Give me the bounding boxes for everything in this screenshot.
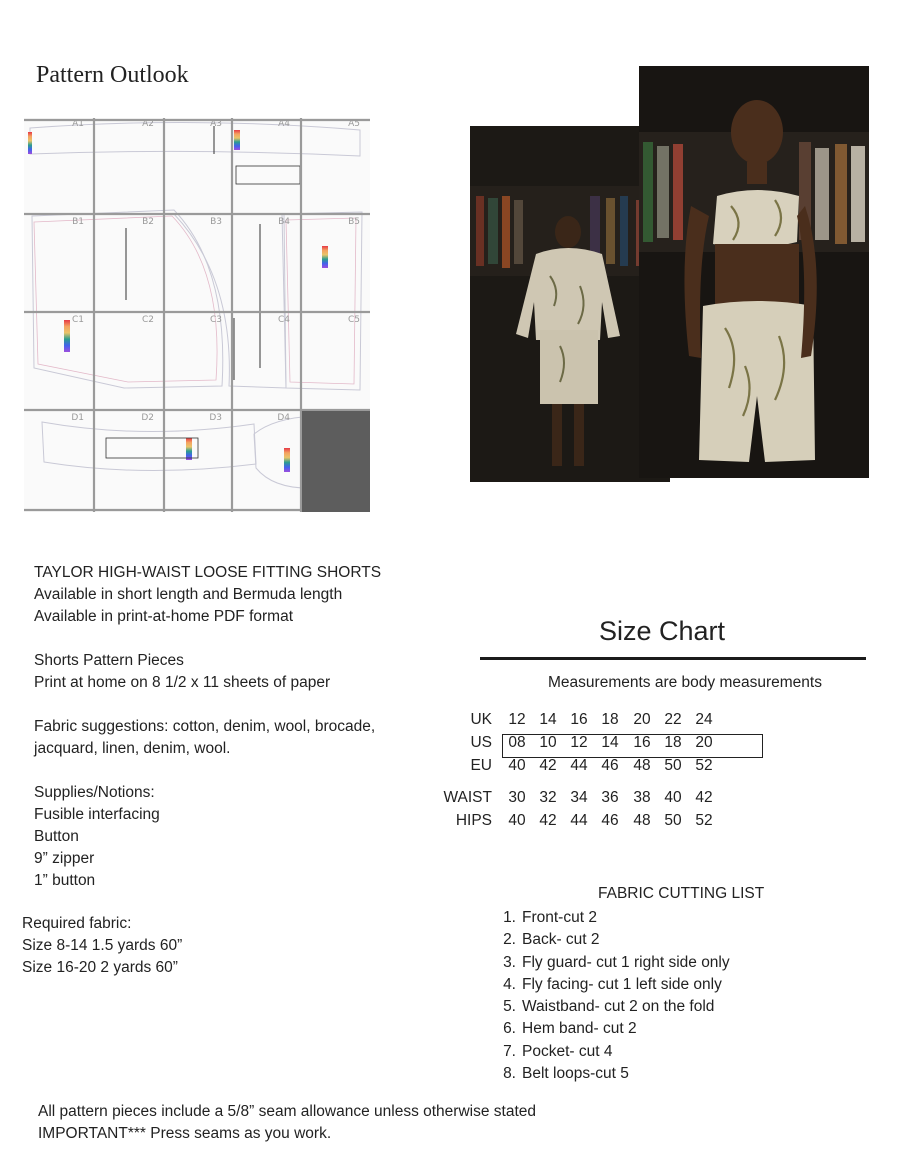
tile-label: A5	[348, 119, 360, 129]
info-line: Print at home on 8 1/2 x 11 sheets of paper	[34, 674, 331, 691]
size-row-waist	[440, 789, 770, 811]
footer-line: All pattern pieces include a 5/8” seam allowance unless otherwise stated	[38, 1103, 536, 1120]
size-value: 20	[695, 734, 713, 751]
info-line: Supplies/Notions:	[34, 784, 155, 801]
tile-label: D4	[277, 413, 290, 423]
size-value: 40	[508, 812, 526, 829]
size-value: 14	[601, 734, 619, 751]
cutting-list-item	[486, 1041, 730, 1063]
tile-label: A2	[142, 119, 154, 129]
size-value: 22	[664, 711, 682, 728]
info-line: jacquard, linen, denim, wool.	[34, 740, 231, 757]
cutting-list-item	[486, 1063, 730, 1085]
info-line: Fabric suggestions: cotton, denim, wool, brocade,	[34, 718, 376, 735]
required-fabric	[22, 913, 182, 979]
fabric-line: Required fabric:	[22, 915, 132, 932]
item-text: Belt loops-cut 5	[522, 1065, 629, 1083]
tile-label: C2	[141, 315, 154, 325]
size-value: 42	[539, 812, 557, 829]
item-number: 2.	[503, 931, 516, 949]
info-line: 9” zipper	[34, 850, 95, 867]
size-value: 16	[570, 711, 588, 728]
fabric-line: Size 8-14 1.5 yards 60”	[22, 937, 183, 954]
size-value: 38	[633, 789, 651, 806]
cutting-list-item	[486, 929, 730, 951]
item-text: Back- cut 2	[522, 931, 600, 949]
size-row-uk	[440, 711, 770, 733]
item-number: 4.	[503, 975, 516, 993]
size-row-label: HIPS	[455, 812, 492, 829]
size-value: 16	[633, 734, 651, 751]
info-line: Fusible interfacing	[34, 806, 160, 823]
model-photo-top	[639, 66, 869, 478]
item-number: 1.	[503, 909, 516, 926]
size-value: 32	[539, 789, 557, 806]
fabric-line: Size 16-20 2 yards 60”	[22, 959, 178, 976]
item-number: 6.	[503, 1020, 516, 1038]
pattern-info	[34, 562, 381, 892]
tile-label: C3	[209, 315, 222, 325]
info-line: TAYLOR HIGH-WAIST LOOSE FITTING SHORTS	[34, 564, 382, 581]
footer-line: IMPORTANT*** Press seams as you work.	[38, 1125, 332, 1142]
front-piece	[32, 210, 223, 388]
size-value: 50	[664, 812, 682, 829]
size-row-eu	[440, 757, 770, 779]
item-number: 8.	[503, 1065, 516, 1083]
size-value: 46	[601, 757, 619, 774]
cutting-list-item	[486, 907, 730, 929]
size-value: 46	[601, 812, 619, 829]
size-value: 42	[695, 789, 713, 806]
size-value: 48	[633, 757, 651, 774]
size-value: 18	[664, 734, 682, 751]
item-text: Front-cut 2	[522, 909, 597, 926]
cutting-list-item	[486, 996, 730, 1018]
size-row-label: UK	[470, 711, 492, 728]
size-row-label: WAIST	[443, 789, 492, 806]
size-row-label: EU	[470, 757, 492, 774]
tile-label: B1	[72, 217, 84, 227]
item-number: 7.	[503, 1042, 516, 1060]
size-value: 18	[601, 711, 619, 728]
page-title: Pattern Outlook	[36, 62, 189, 88]
tile-label: D1	[71, 413, 84, 423]
tile-label: C5	[347, 315, 360, 325]
cutting-list-item	[486, 974, 730, 996]
size-value: 44	[570, 812, 588, 829]
tile-label: A1	[72, 119, 84, 129]
info-line: Available in short length and Bermuda length	[34, 586, 343, 603]
cutting-list	[486, 907, 730, 1085]
size-value: 34	[570, 789, 588, 806]
info-line: Available in print-at-home PDF format	[34, 608, 294, 625]
tile-label: D2	[141, 413, 154, 423]
footer-notes	[38, 1101, 536, 1145]
us-size-highlight-box	[502, 734, 763, 758]
size-value: 52	[695, 757, 713, 774]
item-number: 5.	[503, 998, 516, 1016]
size-value: 30	[508, 789, 526, 806]
cutting-list-item	[486, 952, 730, 974]
size-value: 48	[633, 812, 651, 829]
size-chart-note: Measurements are body measurements	[548, 674, 822, 691]
tile-label: C4	[277, 315, 290, 325]
tile-label: D3	[209, 413, 222, 423]
size-value: 42	[539, 757, 557, 774]
size-chart-title: Size Chart	[598, 616, 726, 646]
tile-label: A3	[210, 119, 222, 129]
item-text: Pocket- cut 4	[522, 1042, 613, 1060]
size-value: 36	[601, 789, 619, 806]
size-value: 50	[664, 757, 682, 774]
item-text: Fly facing- cut 1 left side only	[522, 975, 722, 993]
info-line: Button	[34, 828, 79, 845]
tile-label: B5	[348, 217, 360, 227]
empty-tile	[302, 411, 370, 512]
size-value: 12	[570, 734, 588, 751]
size-value: 24	[695, 711, 713, 728]
tile-label: B2	[142, 217, 154, 227]
size-value: 12	[508, 711, 526, 728]
info-line: Shorts Pattern Pieces	[34, 652, 184, 669]
hem-band-piece	[42, 422, 256, 471]
back-piece	[282, 212, 362, 390]
size-row-hips	[440, 812, 770, 834]
info-line: 1” button	[34, 872, 96, 889]
item-text: Fly guard- cut 1 right side only	[522, 953, 730, 971]
tile-labels	[71, 119, 360, 423]
size-value: 20	[633, 711, 651, 728]
divider	[480, 657, 866, 660]
size-value: 40	[508, 757, 526, 774]
tile-label: A4	[278, 119, 290, 129]
size-value: 52	[695, 812, 713, 829]
size-value: 08	[508, 734, 526, 751]
item-number: 3.	[503, 953, 516, 971]
size-value: 10	[539, 734, 557, 751]
size-value: 40	[664, 789, 682, 806]
pattern-layout-diagram	[24, 118, 370, 512]
cutting-list-title: FABRIC CUTTING LIST	[598, 885, 765, 902]
size-value: 44	[570, 757, 588, 774]
cutting-list-item	[486, 1018, 730, 1040]
tile-label: B3	[210, 217, 222, 227]
tile-label: C1	[71, 315, 84, 325]
size-row-label: US	[470, 734, 492, 751]
item-text: Hem band- cut 2	[522, 1020, 637, 1038]
tile-label: B4	[278, 217, 290, 227]
size-value: 14	[539, 711, 557, 728]
pattern-layout-sheet	[24, 118, 370, 512]
item-text: Waistband- cut 2 on the fold	[522, 998, 715, 1016]
